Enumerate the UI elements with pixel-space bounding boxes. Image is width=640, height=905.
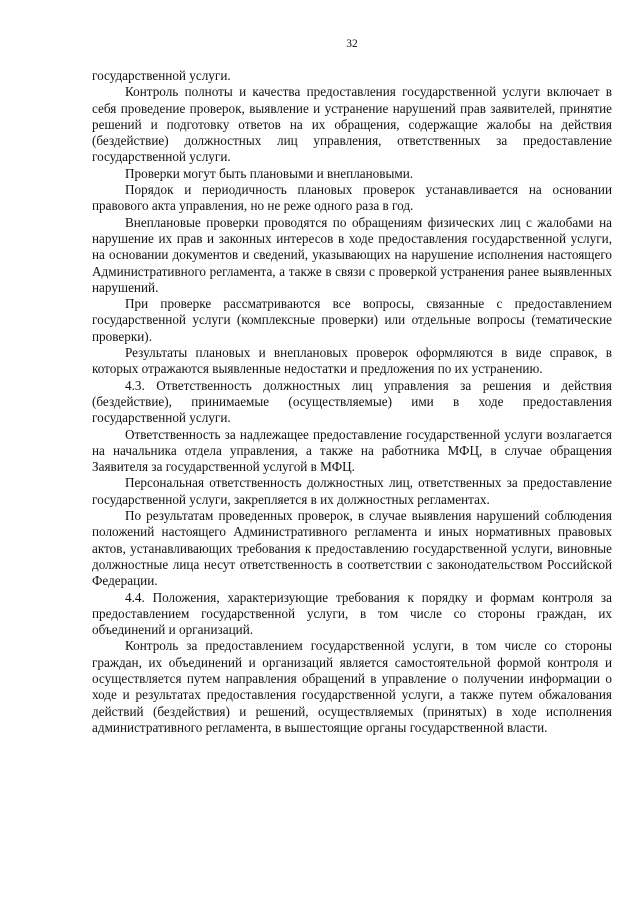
paragraph: Контроль за предоставлением государственной услуги, в том числе со стороны граждан, их объединений и организаций является самостоятельной формой контроля и осуществляется путем направления обращений в управление о получении информации о ходе и результатах предоставления государственной услуги, а также путем обжалования действий (бездействия) и решений, осуществляемых (принятых) в ходе исполнения административного регламента, в вышестоящие органы государственной власти. [92,638,612,735]
paragraph: государственной услуги. [92,68,231,83]
paragraph: Результаты плановых и внеплановых проверок оформляются в виде справок, в которых отражаются выявленные недостатки и предложения по их устранению. [92,345,612,377]
page-number: 32 [346,38,358,50]
document-body [92,68,612,736]
paragraph: Контроль полноты и качества предоставления государственной услуги включает в себя проведение проверок, выявление и устранение нарушений прав заявителей, принятие решений и подготовку ответов на их обращения, содержащие жалобы на действия (бездействие) должностных лиц управления, ответственных за предоставление государственной услуги. [92,84,612,165]
paragraph: Персональная ответственность должностных лиц, ответственных за предоставление государственной услуги, закрепляется в их должностных регламентах. [92,475,612,507]
paragraph: При проверке рассматриваются все вопросы, связанные с предоставлением государственной услуги (комплексные проверки) или отдельные вопросы (тематические проверки). [92,296,612,344]
paragraph: Проверки могут быть плановыми и внеплановыми. [125,165,414,181]
paragraph: Внеплановые проверки проводятся по обращениям физических лиц с жалобами на нарушение их прав и законных интересов в ходе предоставления государственной услуги, на основании документов и сведений, указывающих на нарушение исполнения настоящего Административного регламента, а также в связи с проверкой устранения ранее выявленных нарушений. [92,214,612,295]
paragraph: 4.4. Положения, характеризующие требования к порядку и формам контроля за предоставлением государственной услуги, в том числе со стороны граждан, их объединений и организаций. [92,589,612,638]
paragraph: По результатам проведенных проверок, в случае выявления нарушений соблюдения положений настоящего Административного регламента и иных нормативных правовых актов, устанавливающих требования к предоставлению государственной услуги, виновные должностные лица несут ответственность в соответствии с законодательством Российской Федерации. [92,508,612,589]
paragraph: 4.3. Ответственность должностных лиц управления за решения и действия (бездействие), принимаемые (осуществляемые) ими в ходе предоставления государственной услуги. [92,377,612,426]
paragraph: Ответственность за надлежащее предоставление государственной услуги возлагается на начальника отдела управления, а также на работника МФЦ, в случае обращения Заявителя за государственной услугой в МФЦ. [92,426,612,475]
paragraph: Порядок и периодичность плановых проверок устанавливается на основании правового акта управления, но не реже одного раза в год. [92,182,612,214]
